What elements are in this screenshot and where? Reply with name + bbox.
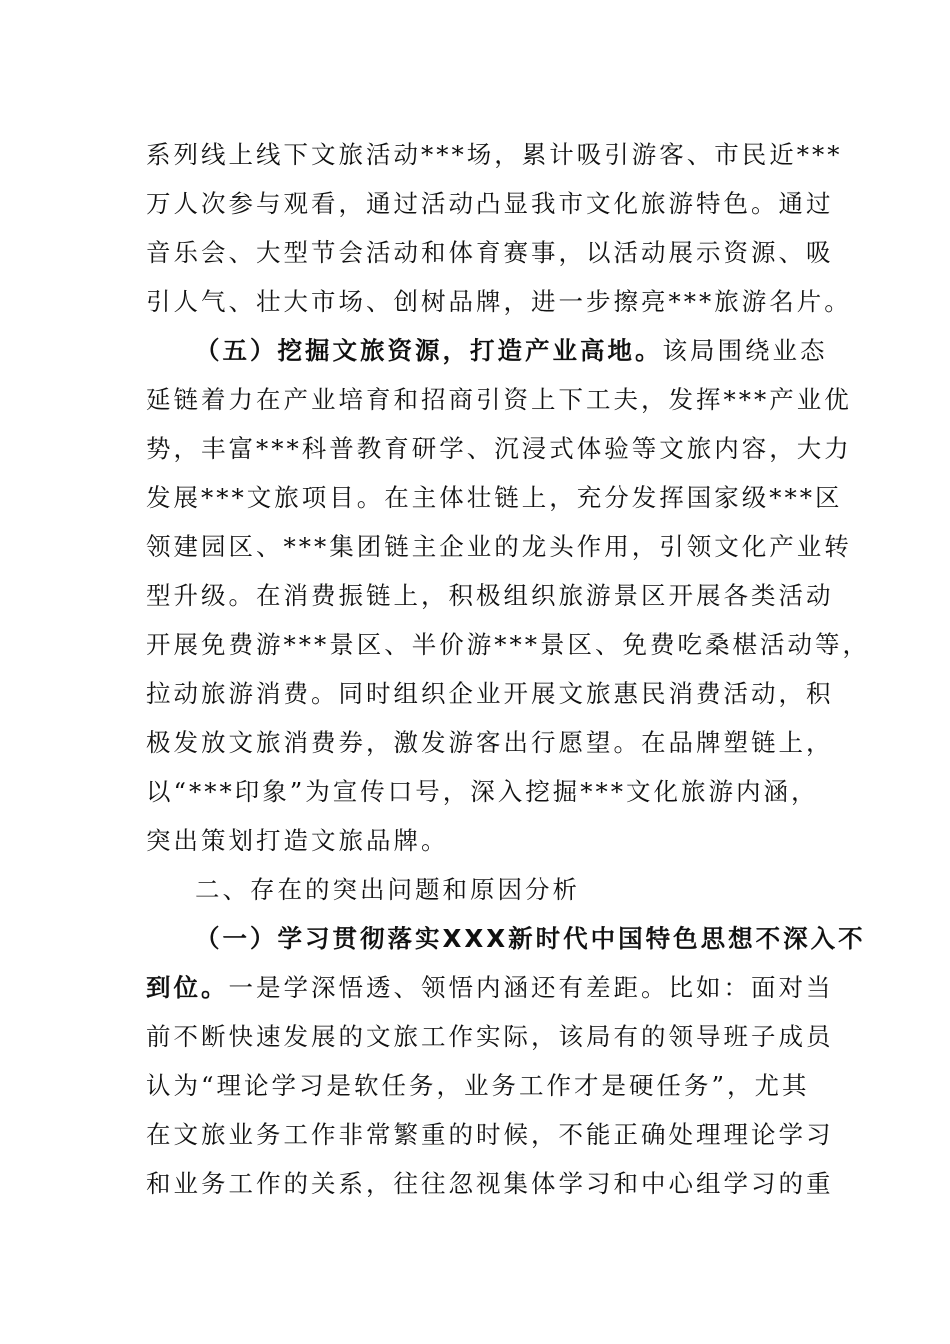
text-line: 和业务工作的关系，往往忽视集体学习和中心组学习的重	[146, 1169, 834, 1198]
text-line: 万人次参与观看，通过活动凸显我市文化旅游特色。通过	[146, 189, 834, 218]
paragraph-5-heading: （五）挖掘文旅资源，打造产业高地。	[195, 336, 663, 365]
text-line: 突出策划打造文旅品牌。	[146, 826, 449, 855]
subsection-1-heading-end: 到位。	[146, 973, 229, 1002]
text-line: 认为“理论学习是软任务，业务工作才是硬任务”，尤其	[146, 1071, 810, 1100]
paragraph-5-text: 该局围绕业态	[662, 336, 828, 365]
text-line: 音乐会、大型节会活动和体育赛事，以活动展示资源、吸	[146, 238, 834, 267]
text-line: 在文旅业务工作非常繁重的时候，不能正确处理理论学习	[146, 1120, 834, 1149]
text-line: 领建园区、***集团链主企业的龙头作用，引领文化产业转	[146, 532, 852, 561]
subsection-1-first-line	[146, 963, 834, 1012]
document-body	[146, 130, 870, 1208]
text-line: 开展免费游***景区、半价游***景区、免费吃桑椹活动等，	[146, 630, 870, 659]
text-line: 以“***印象”为宣传口号，深入挖掘***文化旅游内涵，	[146, 777, 819, 806]
subsection-1-heading: （一）学习贯彻落实XXX新时代中国特色思想不深入不	[195, 924, 866, 953]
text-line: 势，丰富***科普教育研学、沉浸式体验等文旅内容，大力	[146, 434, 852, 463]
text-line: 极发放文旅消费券，激发游客出行愿望。在品牌塑链上，	[146, 728, 834, 757]
subsection-1-text: 一是学深悟透、领悟内涵还有差距。比如：面对当	[228, 973, 834, 1002]
text-line: 延链着力在产业培育和招商引资上下工夫，发挥***产业优	[146, 385, 852, 414]
text-line: 引人气、壮大市场、创树品牌，进一步擦亮***旅游名片。	[146, 287, 852, 316]
text-line: 系列线上线下文旅活动***场，累计吸引游客、市民近***	[146, 140, 843, 169]
section-2-title: 二、存在的突出问题和原因分析	[195, 875, 580, 904]
text-line: 型升级。在消费振链上，积极组织旅游景区开展各类活动	[146, 581, 834, 610]
paragraph-5-first-line	[146, 326, 828, 375]
text-line: 发展***文旅项目。在主体壮链上，充分发挥国家级***区	[146, 483, 843, 512]
text-line: 前不断快速发展的文旅工作实际，该局有的领导班子成员	[146, 1022, 834, 1051]
text-line: 拉动旅游消费。同时组织企业开展文旅惠民消费活动，积	[146, 679, 834, 708]
